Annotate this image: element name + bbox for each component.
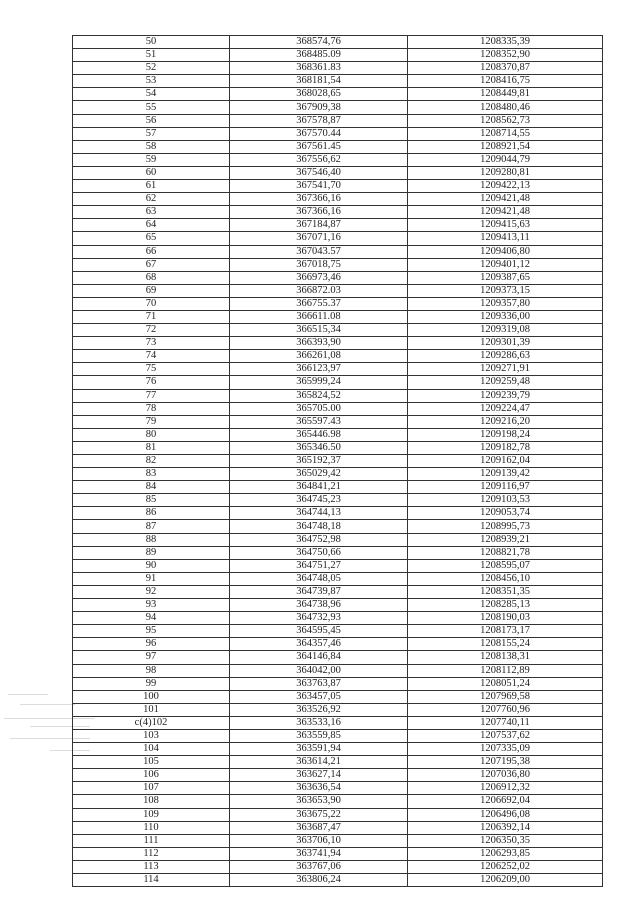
y-coordinate-cell: 1208370,87 bbox=[408, 62, 603, 75]
point-number-cell: 51 bbox=[73, 49, 230, 62]
x-coordinate-cell: 363614,21 bbox=[230, 756, 408, 769]
x-coordinate-cell: 364748,18 bbox=[230, 520, 408, 533]
y-coordinate-cell: 1206392,14 bbox=[408, 821, 603, 834]
table-row bbox=[73, 533, 603, 546]
x-coordinate-cell: 366261,08 bbox=[230, 350, 408, 363]
table-row bbox=[73, 36, 603, 49]
point-number-cell: 50 bbox=[73, 36, 230, 49]
x-coordinate-cell: 367366,16 bbox=[230, 193, 408, 206]
table-row bbox=[73, 455, 603, 468]
point-number-cell: 82 bbox=[73, 455, 230, 468]
point-number-cell: 59 bbox=[73, 153, 230, 166]
point-number-cell: 78 bbox=[73, 402, 230, 415]
point-number-cell: 105 bbox=[73, 756, 230, 769]
y-coordinate-cell: 1206252,02 bbox=[408, 860, 603, 873]
table-row bbox=[73, 599, 603, 612]
point-number-cell: 55 bbox=[73, 101, 230, 114]
y-coordinate-cell: 1209301,39 bbox=[408, 337, 603, 350]
table-row bbox=[73, 441, 603, 454]
x-coordinate-cell: 367541,70 bbox=[230, 180, 408, 193]
x-coordinate-cell: 365999,24 bbox=[230, 376, 408, 389]
x-coordinate-cell: 365446.98 bbox=[230, 428, 408, 441]
table-row bbox=[73, 284, 603, 297]
y-coordinate-cell: 1209415,63 bbox=[408, 219, 603, 232]
table-row bbox=[73, 860, 603, 873]
y-coordinate-cell: 1206912,32 bbox=[408, 782, 603, 795]
y-coordinate-cell: 1209357,80 bbox=[408, 297, 603, 310]
point-number-cell: 91 bbox=[73, 572, 230, 585]
table-row bbox=[73, 310, 603, 323]
point-number-cell: 68 bbox=[73, 271, 230, 284]
table-row bbox=[73, 769, 603, 782]
table-row bbox=[73, 337, 603, 350]
y-coordinate-cell: 1209139,42 bbox=[408, 468, 603, 481]
x-coordinate-cell: 367043.57 bbox=[230, 245, 408, 258]
table-row bbox=[73, 874, 603, 887]
y-coordinate-cell: 1208456,10 bbox=[408, 572, 603, 585]
x-coordinate-cell: 368485.09 bbox=[230, 49, 408, 62]
table-row bbox=[73, 140, 603, 153]
x-coordinate-cell: 363636,54 bbox=[230, 782, 408, 795]
point-number-cell: 99 bbox=[73, 677, 230, 690]
point-number-cell: 66 bbox=[73, 245, 230, 258]
y-coordinate-cell: 1209286,63 bbox=[408, 350, 603, 363]
table-row bbox=[73, 834, 603, 847]
table-row bbox=[73, 494, 603, 507]
y-coordinate-cell: 1208921,54 bbox=[408, 140, 603, 153]
x-coordinate-cell: 368181,54 bbox=[230, 75, 408, 88]
x-coordinate-cell: 365192,37 bbox=[230, 455, 408, 468]
y-coordinate-cell: 1209162,04 bbox=[408, 455, 603, 468]
x-coordinate-cell: 364752,98 bbox=[230, 533, 408, 546]
y-coordinate-cell: 1208173,17 bbox=[408, 625, 603, 638]
x-coordinate-cell: 365346.50 bbox=[230, 441, 408, 454]
point-number-cell: 75 bbox=[73, 363, 230, 376]
y-coordinate-cell: 1206692,04 bbox=[408, 795, 603, 808]
point-number-cell: 92 bbox=[73, 585, 230, 598]
table-row bbox=[73, 258, 603, 271]
x-coordinate-cell: 363763,87 bbox=[230, 677, 408, 690]
point-number-cell: 98 bbox=[73, 664, 230, 677]
table-row bbox=[73, 153, 603, 166]
x-coordinate-cell: 364146,84 bbox=[230, 651, 408, 664]
x-coordinate-cell: 364738,96 bbox=[230, 599, 408, 612]
y-coordinate-cell: 1209239,79 bbox=[408, 389, 603, 402]
point-number-cell: 65 bbox=[73, 232, 230, 245]
point-number-cell: 114 bbox=[73, 874, 230, 887]
point-number-cell: 79 bbox=[73, 415, 230, 428]
x-coordinate-cell: 368361.83 bbox=[230, 62, 408, 75]
point-number-cell: 94 bbox=[73, 612, 230, 625]
table-row bbox=[73, 716, 603, 729]
table-row bbox=[73, 703, 603, 716]
x-coordinate-cell: 367184,87 bbox=[230, 219, 408, 232]
y-coordinate-cell: 1207335,09 bbox=[408, 743, 603, 756]
point-number-cell: 88 bbox=[73, 533, 230, 546]
table-row bbox=[73, 297, 603, 310]
y-coordinate-cell: 1209044,79 bbox=[408, 153, 603, 166]
y-coordinate-cell: 1206209,00 bbox=[408, 874, 603, 887]
x-coordinate-cell: 368574,76 bbox=[230, 36, 408, 49]
table-row bbox=[73, 743, 603, 756]
x-coordinate-cell: 366393,90 bbox=[230, 337, 408, 350]
y-coordinate-cell: 1208595,07 bbox=[408, 559, 603, 572]
y-coordinate-cell: 1208285,13 bbox=[408, 599, 603, 612]
y-coordinate-cell: 1208821,78 bbox=[408, 546, 603, 559]
x-coordinate-cell: 363806,24 bbox=[230, 874, 408, 887]
point-number-cell: 106 bbox=[73, 769, 230, 782]
table-row bbox=[73, 559, 603, 572]
table-row bbox=[73, 363, 603, 376]
table-row bbox=[73, 729, 603, 742]
table-row bbox=[73, 206, 603, 219]
y-coordinate-cell: 1208351,35 bbox=[408, 585, 603, 598]
x-coordinate-cell: 363559,85 bbox=[230, 729, 408, 742]
point-number-cell: 63 bbox=[73, 206, 230, 219]
point-number-cell: 74 bbox=[73, 350, 230, 363]
x-coordinate-cell: 366872.03 bbox=[230, 284, 408, 297]
y-coordinate-cell: 1207969,58 bbox=[408, 690, 603, 703]
point-number-cell: 62 bbox=[73, 193, 230, 206]
y-coordinate-cell: 1209406,80 bbox=[408, 245, 603, 258]
y-coordinate-cell: 1209336,00 bbox=[408, 310, 603, 323]
y-coordinate-cell: 1209422,13 bbox=[408, 180, 603, 193]
x-coordinate-cell: 364042,00 bbox=[230, 664, 408, 677]
y-coordinate-cell: 1209271,91 bbox=[408, 363, 603, 376]
y-coordinate-cell: 1209259,48 bbox=[408, 376, 603, 389]
point-number-cell: 72 bbox=[73, 324, 230, 337]
x-coordinate-cell: 363533,16 bbox=[230, 716, 408, 729]
point-number-cell: 104 bbox=[73, 743, 230, 756]
table-row bbox=[73, 651, 603, 664]
table-row bbox=[73, 219, 603, 232]
point-number-cell: 93 bbox=[73, 599, 230, 612]
table-row bbox=[73, 468, 603, 481]
table-row bbox=[73, 625, 603, 638]
y-coordinate-cell: 1206293,85 bbox=[408, 847, 603, 860]
point-number-cell: 77 bbox=[73, 389, 230, 402]
y-coordinate-cell: 1208480,46 bbox=[408, 101, 603, 114]
point-number-cell: 90 bbox=[73, 559, 230, 572]
x-coordinate-cell: 363591,94 bbox=[230, 743, 408, 756]
table-row bbox=[73, 127, 603, 140]
x-coordinate-cell: 367909,38 bbox=[230, 101, 408, 114]
point-number-cell: 113 bbox=[73, 860, 230, 873]
table-row bbox=[73, 612, 603, 625]
y-coordinate-cell: 1208155,24 bbox=[408, 638, 603, 651]
table-row bbox=[73, 520, 603, 533]
point-number-cell: 58 bbox=[73, 140, 230, 153]
table-row bbox=[73, 88, 603, 101]
x-coordinate-cell: 364841,21 bbox=[230, 481, 408, 494]
point-number-cell: 60 bbox=[73, 166, 230, 179]
x-coordinate-cell: 367578,87 bbox=[230, 114, 408, 127]
table-row bbox=[73, 638, 603, 651]
table-row bbox=[73, 677, 603, 690]
table-row bbox=[73, 75, 603, 88]
point-number-cell: 71 bbox=[73, 310, 230, 323]
point-number-cell: c(4)102 bbox=[73, 716, 230, 729]
x-coordinate-cell: 364739,87 bbox=[230, 585, 408, 598]
point-number-cell: 85 bbox=[73, 494, 230, 507]
y-coordinate-cell: 1208138,31 bbox=[408, 651, 603, 664]
x-coordinate-cell: 365029,42 bbox=[230, 468, 408, 481]
table-row bbox=[73, 232, 603, 245]
y-coordinate-cell: 1209053,74 bbox=[408, 507, 603, 520]
table-row bbox=[73, 114, 603, 127]
x-coordinate-cell: 366611.08 bbox=[230, 310, 408, 323]
point-number-cell: 81 bbox=[73, 441, 230, 454]
x-coordinate-cell: 365824,52 bbox=[230, 389, 408, 402]
point-number-cell: 96 bbox=[73, 638, 230, 651]
point-number-cell: 54 bbox=[73, 88, 230, 101]
table-row bbox=[73, 180, 603, 193]
table-row bbox=[73, 415, 603, 428]
y-coordinate-cell: 1208995,73 bbox=[408, 520, 603, 533]
table-row bbox=[73, 795, 603, 808]
table-row bbox=[73, 756, 603, 769]
point-number-cell: 95 bbox=[73, 625, 230, 638]
y-coordinate-cell: 1209387,65 bbox=[408, 271, 603, 284]
y-coordinate-cell: 1208352,90 bbox=[408, 49, 603, 62]
point-number-cell: 110 bbox=[73, 821, 230, 834]
table-row bbox=[73, 389, 603, 402]
x-coordinate-cell: 364732,93 bbox=[230, 612, 408, 625]
table-row bbox=[73, 572, 603, 585]
x-coordinate-cell: 364357,46 bbox=[230, 638, 408, 651]
y-coordinate-cell: 1209182,78 bbox=[408, 441, 603, 454]
y-coordinate-cell: 1208051,24 bbox=[408, 677, 603, 690]
y-coordinate-cell: 1209413,11 bbox=[408, 232, 603, 245]
table-row bbox=[73, 585, 603, 598]
table-row bbox=[73, 166, 603, 179]
table-row bbox=[73, 690, 603, 703]
table-row bbox=[73, 808, 603, 821]
table-row bbox=[73, 101, 603, 114]
y-coordinate-cell: 1209198,24 bbox=[408, 428, 603, 441]
y-coordinate-cell: 1209216,20 bbox=[408, 415, 603, 428]
y-coordinate-cell: 1209224,47 bbox=[408, 402, 603, 415]
y-coordinate-cell: 1208449,81 bbox=[408, 88, 603, 101]
x-coordinate-cell: 367366,16 bbox=[230, 206, 408, 219]
y-coordinate-cell: 1209421,48 bbox=[408, 193, 603, 206]
y-coordinate-cell: 1209373,15 bbox=[408, 284, 603, 297]
y-coordinate-cell: 1209103,53 bbox=[408, 494, 603, 507]
table-row bbox=[73, 428, 603, 441]
coordinates-table-body bbox=[73, 36, 603, 887]
x-coordinate-cell: 363627,14 bbox=[230, 769, 408, 782]
table-row bbox=[73, 245, 603, 258]
point-number-cell: 97 bbox=[73, 651, 230, 664]
y-coordinate-cell: 1209280,81 bbox=[408, 166, 603, 179]
y-coordinate-cell: 1208112,89 bbox=[408, 664, 603, 677]
y-coordinate-cell: 1206496,08 bbox=[408, 808, 603, 821]
table-row bbox=[73, 376, 603, 389]
point-number-cell: 103 bbox=[73, 729, 230, 742]
x-coordinate-cell: 363653,90 bbox=[230, 795, 408, 808]
point-number-cell: 52 bbox=[73, 62, 230, 75]
point-number-cell: 76 bbox=[73, 376, 230, 389]
table-row bbox=[73, 782, 603, 795]
y-coordinate-cell: 1208939,21 bbox=[408, 533, 603, 546]
point-number-cell: 80 bbox=[73, 428, 230, 441]
y-coordinate-cell: 1207740,11 bbox=[408, 716, 603, 729]
point-number-cell: 57 bbox=[73, 127, 230, 140]
table-row bbox=[73, 546, 603, 559]
x-coordinate-cell: 366755.37 bbox=[230, 297, 408, 310]
point-number-cell: 109 bbox=[73, 808, 230, 821]
y-coordinate-cell: 1208335,39 bbox=[408, 36, 603, 49]
x-coordinate-cell: 363675,22 bbox=[230, 808, 408, 821]
point-number-cell: 83 bbox=[73, 468, 230, 481]
table-row bbox=[73, 481, 603, 494]
table-row bbox=[73, 324, 603, 337]
table-row bbox=[73, 193, 603, 206]
x-coordinate-cell: 364751,27 bbox=[230, 559, 408, 572]
x-coordinate-cell: 367018,75 bbox=[230, 258, 408, 271]
x-coordinate-cell: 364748,05 bbox=[230, 572, 408, 585]
table-row bbox=[73, 271, 603, 284]
x-coordinate-cell: 363767,06 bbox=[230, 860, 408, 873]
point-number-cell: 53 bbox=[73, 75, 230, 88]
coordinates-table bbox=[72, 35, 603, 887]
point-number-cell: 111 bbox=[73, 834, 230, 847]
x-coordinate-cell: 367570.44 bbox=[230, 127, 408, 140]
y-coordinate-cell: 1207537,62 bbox=[408, 729, 603, 742]
point-number-cell: 69 bbox=[73, 284, 230, 297]
point-number-cell: 84 bbox=[73, 481, 230, 494]
x-coordinate-cell: 366515,34 bbox=[230, 324, 408, 337]
y-coordinate-cell: 1209319,08 bbox=[408, 324, 603, 337]
y-coordinate-cell: 1206350,35 bbox=[408, 834, 603, 847]
x-coordinate-cell: 363687,47 bbox=[230, 821, 408, 834]
point-number-cell: 101 bbox=[73, 703, 230, 716]
x-coordinate-cell: 366123,97 bbox=[230, 363, 408, 376]
x-coordinate-cell: 364744,13 bbox=[230, 507, 408, 520]
y-coordinate-cell: 1208714,55 bbox=[408, 127, 603, 140]
point-number-cell: 64 bbox=[73, 219, 230, 232]
y-coordinate-cell: 1208562,73 bbox=[408, 114, 603, 127]
table-row bbox=[73, 402, 603, 415]
x-coordinate-cell: 363526,92 bbox=[230, 703, 408, 716]
point-number-cell: 89 bbox=[73, 546, 230, 559]
point-number-cell: 108 bbox=[73, 795, 230, 808]
y-coordinate-cell: 1209401,12 bbox=[408, 258, 603, 271]
point-number-cell: 56 bbox=[73, 114, 230, 127]
y-coordinate-cell: 1209421,48 bbox=[408, 206, 603, 219]
table-row bbox=[73, 350, 603, 363]
table-row bbox=[73, 62, 603, 75]
x-coordinate-cell: 363706,10 bbox=[230, 834, 408, 847]
y-coordinate-cell: 1207195,38 bbox=[408, 756, 603, 769]
point-number-cell: 61 bbox=[73, 180, 230, 193]
x-coordinate-cell: 367561.45 bbox=[230, 140, 408, 153]
y-coordinate-cell: 1207760,96 bbox=[408, 703, 603, 716]
point-number-cell: 67 bbox=[73, 258, 230, 271]
x-coordinate-cell: 367071,16 bbox=[230, 232, 408, 245]
table-row bbox=[73, 664, 603, 677]
x-coordinate-cell: 365597.43 bbox=[230, 415, 408, 428]
table-row bbox=[73, 507, 603, 520]
table-row bbox=[73, 821, 603, 834]
y-coordinate-cell: 1207036,80 bbox=[408, 769, 603, 782]
point-number-cell: 100 bbox=[73, 690, 230, 703]
x-coordinate-cell: 363457,05 bbox=[230, 690, 408, 703]
y-coordinate-cell: 1208190,03 bbox=[408, 612, 603, 625]
point-number-cell: 87 bbox=[73, 520, 230, 533]
x-coordinate-cell: 364595,45 bbox=[230, 625, 408, 638]
x-coordinate-cell: 363741,94 bbox=[230, 847, 408, 860]
x-coordinate-cell: 364750,66 bbox=[230, 546, 408, 559]
y-coordinate-cell: 1208416,75 bbox=[408, 75, 603, 88]
x-coordinate-cell: 364745,23 bbox=[230, 494, 408, 507]
x-coordinate-cell: 368028,65 bbox=[230, 88, 408, 101]
table-row bbox=[73, 49, 603, 62]
x-coordinate-cell: 365705.00 bbox=[230, 402, 408, 415]
y-coordinate-cell: 1209116,97 bbox=[408, 481, 603, 494]
point-number-cell: 107 bbox=[73, 782, 230, 795]
x-coordinate-cell: 366973,46 bbox=[230, 271, 408, 284]
x-coordinate-cell: 367556,62 bbox=[230, 153, 408, 166]
point-number-cell: 112 bbox=[73, 847, 230, 860]
point-number-cell: 73 bbox=[73, 337, 230, 350]
x-coordinate-cell: 367546,40 bbox=[230, 166, 408, 179]
point-number-cell: 70 bbox=[73, 297, 230, 310]
table-row bbox=[73, 847, 603, 860]
point-number-cell: 86 bbox=[73, 507, 230, 520]
